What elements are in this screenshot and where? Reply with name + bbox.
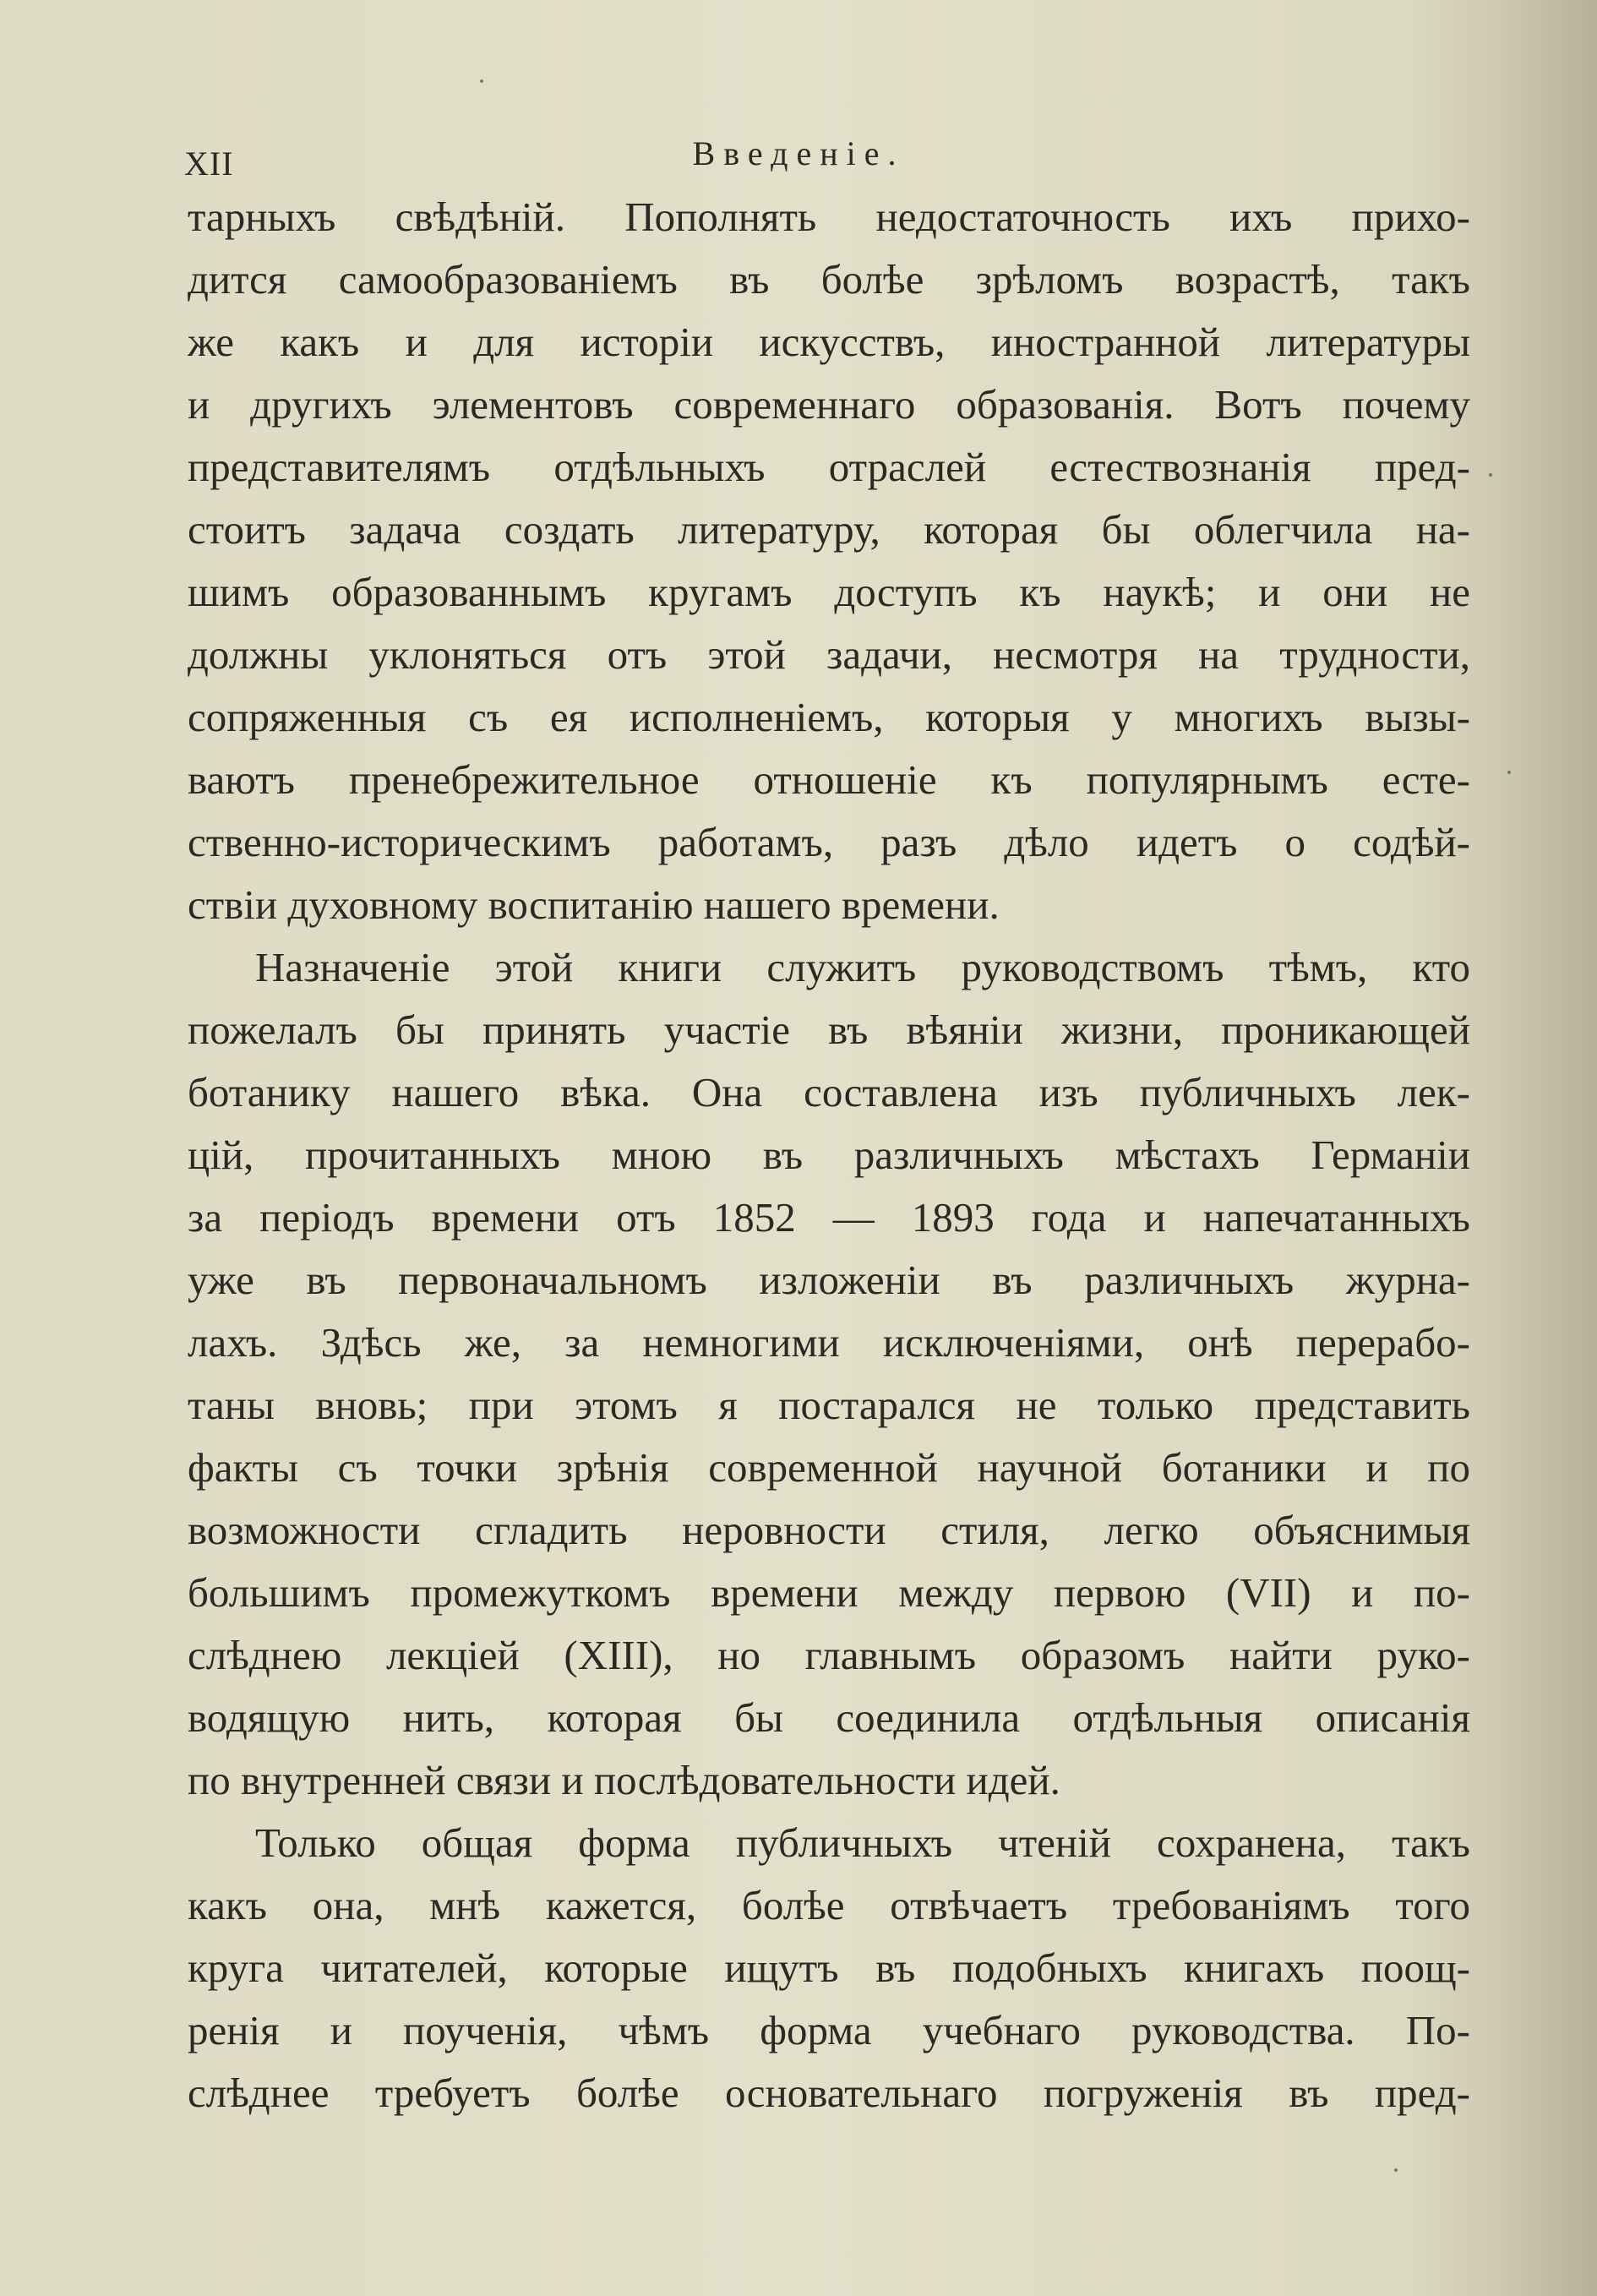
text-line: и другихъ элементовъ современнаго образованiя. Вотъ почему bbox=[188, 381, 1470, 428]
text-line: лахъ. Здѣсь же, за немногими исключенiями, онѣ перерабо- bbox=[188, 1319, 1470, 1366]
text-line: ботанику нашего вѣка. Она составлена изъ публичныхъ лек- bbox=[188, 1069, 1470, 1115]
text-line: ствiи духовному воспитанiю нашего времени. bbox=[188, 881, 1000, 928]
text-line: цiй, прочитанныхъ мною въ различныхъ мѣстахъ Германiи bbox=[188, 1132, 1470, 1178]
text-line: слѣднею лекцiей (XIII), но главнымъ образомъ найти руко- bbox=[188, 1632, 1470, 1678]
text-line: большимъ промежуткомъ времени между первою (VII) и по- bbox=[188, 1569, 1470, 1616]
text-line: возможности сгладить неровности стиля, легко объяснимыя bbox=[188, 1507, 1470, 1553]
text-line: ренiя и поученiя, чѣмъ форма учебнаго руководства. По- bbox=[188, 2007, 1470, 2053]
text-line: по внутренней связи и послѣдовательности идей. bbox=[188, 1757, 1060, 1803]
text-line: представителямъ отдѣльныхъ отраслей естествознанiя пред- bbox=[188, 444, 1470, 490]
dust-speck bbox=[1489, 473, 1492, 477]
text-line: слѣднее требуетъ болѣе основательнаго погруженiя въ пред- bbox=[188, 2070, 1470, 2116]
text-line: ственно-историческимъ работамъ, разъ дѣло идетъ о содѣй- bbox=[188, 819, 1470, 865]
text-line: за перiодъ времени отъ 1852 — 1893 года и напечатанныхъ bbox=[188, 1194, 1470, 1241]
paragraph-1 bbox=[188, 186, 1470, 936]
running-title: Введенiе. bbox=[692, 134, 905, 172]
text-line: шимъ образованнымъ кругамъ доступъ къ наукѣ; и они не bbox=[188, 569, 1470, 615]
text-line: какъ она, мнѣ кажется, болѣе отвѣчаетъ требованiямъ того bbox=[188, 1882, 1470, 1928]
text-line: Только общая форма публичныхъ чтенiй сохранена, такъ bbox=[255, 1819, 1470, 1866]
dust-speck bbox=[1507, 771, 1511, 774]
text-line: пожелалъ бы принять участiе въ вѣянiи жизни, проникающей bbox=[188, 1006, 1470, 1053]
text-line: таны вновь; при этомъ я постарался не только представить bbox=[188, 1382, 1470, 1428]
body-text bbox=[188, 186, 1470, 2124]
text-line: сопряженныя съ ея исполненiемъ, которыя у многихъ вызы- bbox=[188, 694, 1470, 740]
text-line: Назначенiе этой книги служитъ руководствомъ тѣмъ, кто bbox=[255, 944, 1470, 990]
text-line: факты съ точки зрѣнiя современной научной ботаники и по bbox=[188, 1444, 1470, 1491]
text-line: ваютъ пренебрежительное отношенiе къ популярнымъ есте- bbox=[188, 756, 1470, 803]
text-line: тарныхъ свѣдѣнiй. Пополнять недостаточность ихъ прихо- bbox=[188, 194, 1470, 240]
text-line: должны уклоняться отъ этой задачи, несмотря на трудности, bbox=[188, 631, 1470, 678]
text-line: уже въ первоначальномъ изложенiи въ различныхъ журна- bbox=[188, 1257, 1470, 1303]
text-line: водящую нить, которая бы соединила отдѣльныя описанiя bbox=[188, 1694, 1470, 1741]
text-line: стоитъ задача создать литературу, которая бы облегчила на- bbox=[188, 506, 1470, 553]
page-number: XII bbox=[184, 145, 234, 183]
dust-speck bbox=[480, 79, 483, 83]
text-line: круга читателей, которые ищутъ въ подобныхъ книгахъ поощ- bbox=[188, 1944, 1470, 1991]
text-line: дится самообразованiемъ въ болѣе зрѣломъ возрастѣ, такъ bbox=[188, 256, 1470, 303]
paragraph-3 bbox=[188, 1812, 1470, 2124]
paragraph-2 bbox=[188, 936, 1470, 1812]
text-line: же какъ и для исторiи искусствъ, иностранной литературы bbox=[188, 319, 1470, 365]
dust-speck bbox=[1394, 2168, 1398, 2172]
